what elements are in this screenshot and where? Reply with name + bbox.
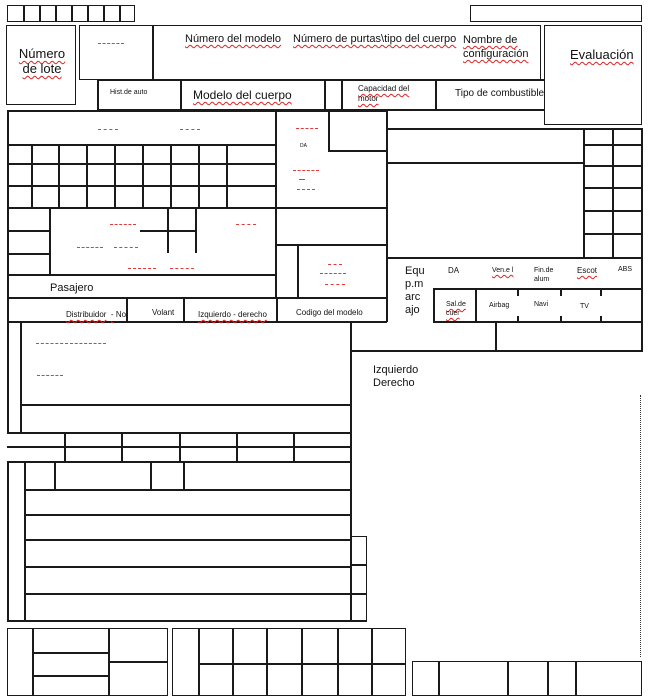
right-block-line — [387, 162, 585, 164]
equipment-tick — [433, 288, 435, 322]
navi-label: Navi — [534, 301, 549, 308]
red-mark — [128, 268, 156, 269]
strip-divider — [39, 5, 41, 22]
grid-line — [49, 207, 51, 274]
red-mark — [77, 247, 103, 248]
bottom-left-line — [32, 628, 34, 696]
engine-capacity-label: Capacidad del motor — [358, 84, 410, 103]
side-tab-box — [350, 536, 367, 621]
model-number-label: Número del modelo — [185, 33, 281, 45]
steering-label: Volant — [152, 308, 175, 317]
stack-inner-edge — [24, 461, 26, 621]
equipment-tick — [560, 316, 562, 322]
bottom-left-line — [32, 675, 108, 677]
grid-right-edge — [641, 128, 643, 352]
bottom-mid-line — [232, 628, 234, 696]
dotted-margin — [640, 395, 641, 657]
eq-da-label: DA — [448, 266, 460, 275]
bottom-right-line — [438, 661, 440, 696]
table-line — [236, 432, 238, 462]
red-mark — [320, 273, 346, 274]
header-divider — [152, 25, 154, 80]
doors-body-type-label: Número de purtas\tipo del cuerpo — [293, 33, 457, 45]
center-col-line — [275, 244, 387, 246]
grid-line — [7, 274, 275, 276]
grid-line — [114, 144, 116, 207]
row2-divider — [341, 79, 343, 110]
center-col-line — [297, 244, 299, 298]
model-code-label: Codigo del modelo — [296, 308, 363, 317]
grid-line — [195, 207, 197, 253]
right-block-inner — [583, 128, 585, 257]
center-col-line — [328, 150, 387, 152]
equipment-bottom — [350, 350, 642, 352]
airbag-label: Airbag — [489, 302, 510, 309]
stack-line — [150, 461, 152, 489]
row2-divider — [435, 79, 437, 110]
grid-line — [276, 297, 278, 321]
equipment-tick — [517, 288, 519, 296]
equipment-tick — [560, 288, 562, 296]
side-tab-line — [350, 593, 367, 595]
grid-top — [7, 110, 387, 112]
grid-line — [183, 297, 185, 321]
grid-left-edge — [7, 110, 9, 432]
bottom-mid-line — [266, 628, 268, 696]
grid-line — [126, 297, 128, 321]
tv-label: TV — [580, 303, 589, 310]
passenger-label: Pasajero — [50, 282, 94, 294]
bottom-mid-line — [198, 663, 406, 665]
lot-number-label: Número de lote — [18, 46, 66, 76]
grid-right-col-top — [387, 128, 642, 130]
strip-divider — [71, 5, 73, 22]
stack-line — [54, 461, 56, 489]
row2-top — [97, 79, 544, 81]
configuration-name-label: Nombre de configuración — [463, 34, 529, 60]
stack-line — [24, 489, 351, 491]
right-block-line — [583, 210, 641, 212]
red-mark — [37, 375, 63, 376]
abs-label: ABS — [618, 266, 633, 273]
grid-line — [7, 163, 275, 165]
strip-divider — [103, 5, 105, 22]
row2-divider — [180, 79, 182, 110]
equipment-label: Equ p.m arc ajo — [405, 265, 425, 316]
red-mark — [328, 264, 342, 265]
car-history-label: Hist.de auto — [110, 89, 148, 96]
strip-divider — [23, 5, 25, 22]
grid-line — [198, 144, 200, 207]
grid-line — [7, 321, 387, 323]
center-col-left — [275, 110, 277, 298]
grid-line — [7, 185, 275, 187]
stack-left-edge — [7, 461, 9, 621]
right-label: Derecho — [373, 377, 415, 389]
bottom-right-box — [412, 661, 642, 696]
stack-line — [7, 620, 367, 622]
bottom-left-line — [32, 652, 108, 654]
right-block-inner — [612, 128, 614, 257]
lower-left-edge — [20, 321, 22, 432]
distributor-label: Distribuidor - No — [66, 310, 127, 319]
red-mark — [114, 247, 138, 248]
left-label: Izquierdo — [373, 364, 419, 376]
bottom-mid-line — [198, 628, 200, 696]
strip-divider — [119, 5, 121, 22]
right-block-line — [583, 165, 641, 167]
equipment-left — [386, 257, 388, 322]
bottom-left-line — [108, 661, 168, 663]
grid-line — [167, 207, 169, 253]
bottom-right-line — [507, 661, 509, 696]
red-mark — [293, 170, 319, 171]
right-block-line — [387, 257, 642, 259]
red-mark — [299, 179, 305, 180]
grid-line — [7, 207, 387, 209]
red-mark — [325, 284, 345, 285]
right-block-left — [386, 110, 388, 258]
side-tab-line — [350, 564, 367, 566]
windows-label: Ven.e l — [492, 267, 514, 274]
stack-line — [24, 593, 351, 595]
table-line — [293, 432, 295, 462]
table-line — [121, 432, 123, 462]
red-mark — [36, 343, 68, 344]
equipment-tick — [600, 316, 602, 322]
bottom-mid-line — [301, 628, 303, 696]
lower-line — [20, 404, 351, 406]
equipment-line — [433, 288, 642, 290]
da-small-label: DA — [300, 143, 307, 149]
bottom-right-line — [575, 661, 577, 696]
top-right-strip — [470, 5, 642, 22]
center-col-right — [328, 110, 330, 150]
grid-line — [7, 230, 51, 232]
right-block-line — [583, 233, 641, 235]
grid-line — [58, 144, 60, 207]
red-mark — [297, 189, 315, 190]
equipment-line — [433, 321, 642, 323]
row2-divider — [324, 79, 326, 110]
strip-divider — [87, 5, 89, 22]
stack-line — [24, 539, 351, 541]
body-model-label: Modelo del cuerpo — [193, 88, 292, 102]
equipment-tick — [517, 316, 519, 322]
row2-divider — [97, 79, 99, 110]
red-mark — [98, 43, 124, 44]
red-mark — [98, 129, 118, 130]
grid-line — [7, 297, 387, 299]
grid-line — [142, 144, 144, 207]
bottom-right-line — [547, 661, 549, 696]
table-line — [64, 432, 66, 462]
right-block-line — [583, 144, 641, 146]
red-mark — [110, 224, 136, 225]
red-mark — [70, 343, 106, 344]
right-block-line — [583, 187, 641, 189]
leather-seats-label: Sal.de cuer — [446, 301, 466, 317]
grid-line — [31, 144, 33, 207]
grid-line — [7, 144, 275, 146]
equipment-tick — [475, 288, 477, 322]
red-mark — [236, 224, 256, 225]
stack-line — [183, 461, 185, 489]
table-line — [179, 432, 181, 462]
grid-line — [7, 253, 51, 255]
stack-line — [24, 566, 351, 568]
equipment-tick — [495, 321, 497, 351]
grid-line — [226, 144, 228, 207]
grid-line — [170, 144, 172, 207]
evaluation-label: Evaluación — [570, 47, 634, 62]
stack-line — [24, 514, 351, 516]
grid-line — [86, 144, 88, 207]
red-mark — [296, 128, 318, 129]
fuel-type-label: Tipo de combustible — [455, 88, 545, 99]
evaluation-box — [544, 25, 642, 125]
aluminum-wheels-label: Fin.de alum — [534, 267, 554, 283]
red-mark — [170, 268, 194, 269]
equipment-tick — [600, 288, 602, 296]
left-right-label: Izquierdo - derecho — [198, 310, 267, 319]
bottom-mid-line — [337, 628, 339, 696]
red-mark — [180, 129, 200, 130]
escort-label: Escot — [577, 266, 598, 275]
bottom-mid-line — [371, 628, 373, 696]
strip-divider — [55, 5, 57, 22]
